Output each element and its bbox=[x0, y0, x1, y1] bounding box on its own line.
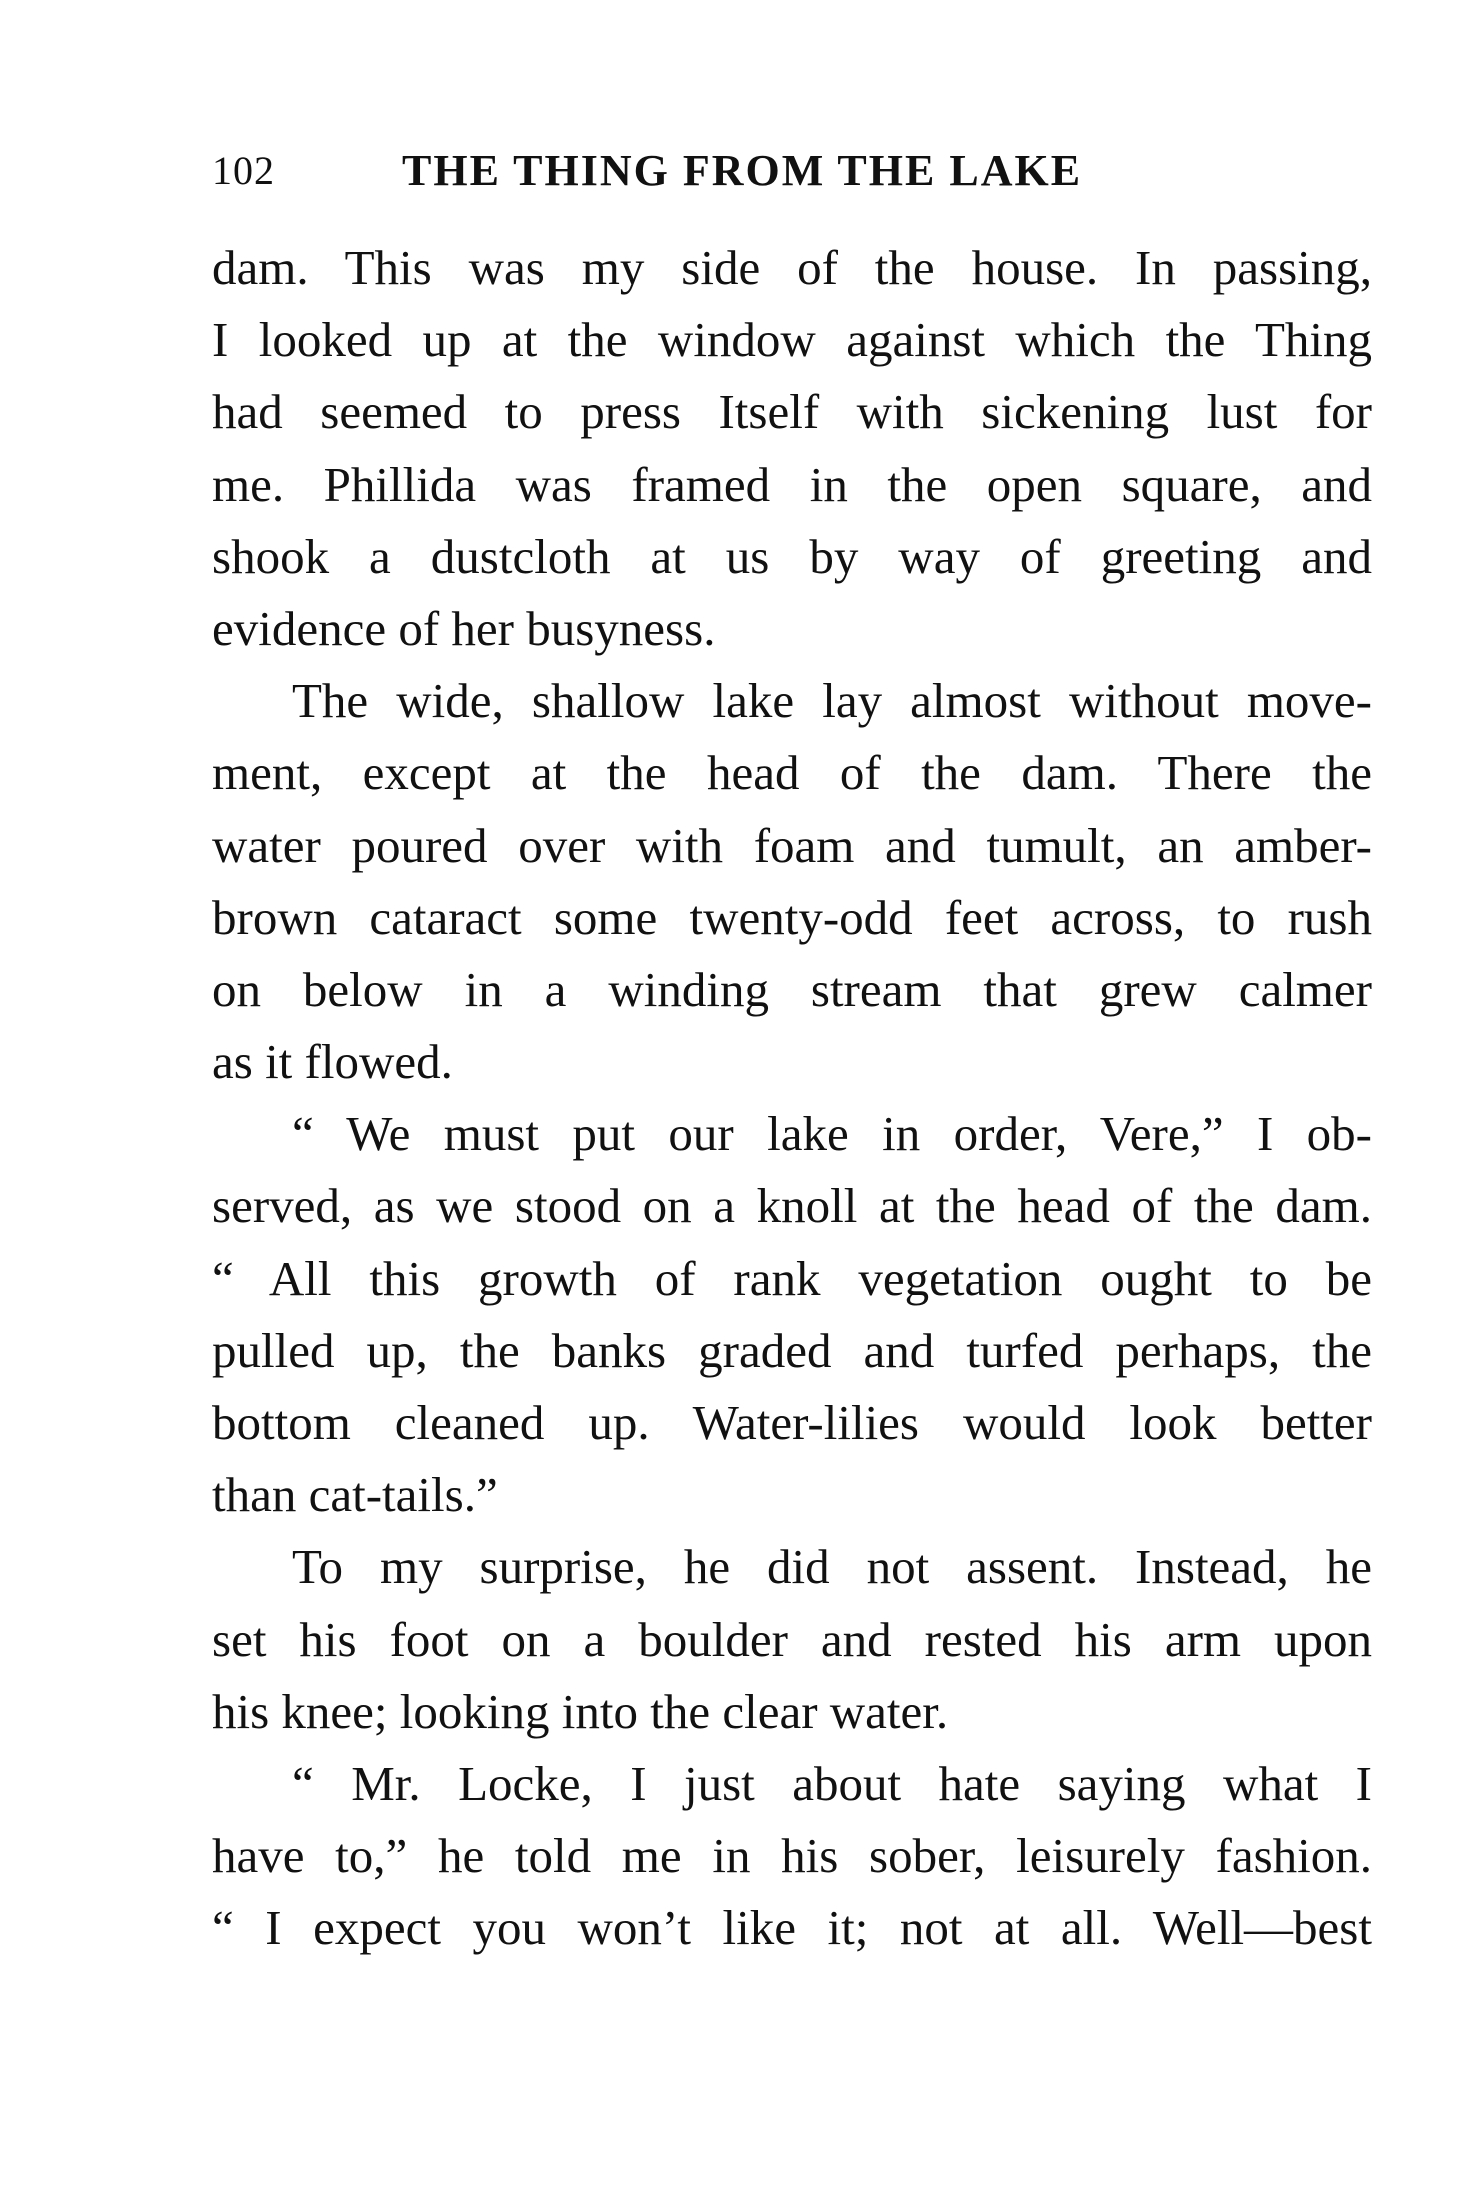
text-line: water poured over with foam and tumult, an amber- bbox=[212, 817, 1372, 873]
text-line: have to,” he told me in his sober, leisurely fashion. bbox=[212, 1828, 1372, 1884]
text-line: pulled up, the banks graded and turfed perhaps, the bbox=[212, 1322, 1372, 1378]
text-line: brown cataract some twenty-odd feet across, to rush bbox=[212, 889, 1372, 945]
text-line: The wide, shallow lake lay almost without move- bbox=[292, 673, 1372, 729]
text-line: To my surprise, he did not assent. Instead, he bbox=[292, 1539, 1372, 1595]
body-text bbox=[212, 232, 1372, 1965]
text-line: “ All this growth of rank vegetation ought to be bbox=[212, 1250, 1372, 1306]
text-line: ment, except at the head of the dam. There the bbox=[212, 745, 1372, 801]
text-line: on below in a winding stream that grew calmer bbox=[212, 961, 1372, 1017]
text-line: dam. This was my side of the house. In passing, bbox=[212, 240, 1372, 295]
text-line: served, as we stood on a knoll at the head of the dam. bbox=[212, 1178, 1372, 1234]
text-line: as it flowed. bbox=[212, 1034, 453, 1090]
text-line: shook a dustcloth at us by way of greeting and bbox=[212, 528, 1372, 584]
text-line: “ We must put our lake in order, Vere,” I ob- bbox=[292, 1106, 1372, 1162]
text-line: evidence of her busyness. bbox=[212, 600, 716, 656]
text-line: set his foot on a boulder and rested his arm upon bbox=[212, 1611, 1372, 1667]
text-line: his knee; looking into the clear water. bbox=[212, 1683, 949, 1739]
text-line: had seemed to press Itself with sickening lust for bbox=[212, 384, 1372, 440]
text-line: me. Phillida was framed in the open square, and bbox=[212, 456, 1372, 512]
text-line: bottom cleaned up. Water-lilies would look better bbox=[212, 1395, 1372, 1450]
text-line: “ Mr. Locke, I just about hate saying what I bbox=[292, 1755, 1372, 1811]
text-line: I looked up at the window against which the Thing bbox=[212, 312, 1372, 368]
page-number: 102 bbox=[212, 148, 275, 193]
text-line: “ I expect you won’t like it; not at all. Well—best bbox=[212, 1900, 1372, 1956]
running-head bbox=[212, 146, 1372, 196]
book-title: THE THING FROM THE LAKE bbox=[402, 146, 1083, 195]
text-line: than cat-tails.” bbox=[212, 1467, 498, 1523]
